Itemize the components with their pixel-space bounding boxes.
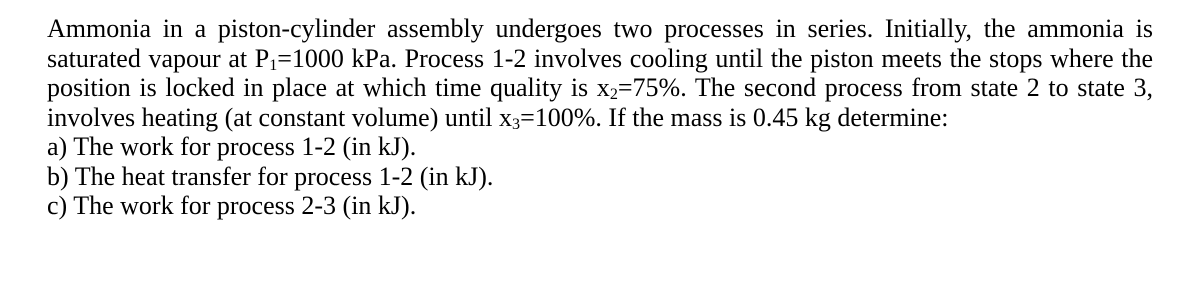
problem-document xyxy=(47,14,1153,221)
problem-statement xyxy=(47,14,1153,132)
question-a: a) The work for process 1-2 (in kJ). xyxy=(47,132,417,161)
question-b: b) The heat transfer for process 1-2 (in kJ). xyxy=(47,161,494,191)
p1-subscript: 1 xyxy=(269,56,278,74)
x3-subscript: 3 xyxy=(512,115,521,133)
question-c: c) The work for process 2-3 (in kJ). xyxy=(47,191,417,220)
intro-text-1: Ammonia in a piston-cylinder assembly undergoes two processes in series. Initially, the ammonia is saturated vapour at P xyxy=(47,14,1153,73)
intro-text-2: =1000 kPa. Process 1-2 involves cooling until the piston meets the stops where the position is locked in place at which time quality is x xyxy=(47,43,1154,102)
question-list xyxy=(47,132,1153,221)
intro-text-4: =100%. If the mass is 0.45 kg determine: xyxy=(520,102,949,132)
x2-subscript: 2 xyxy=(609,85,618,103)
intro-text-3: =75%. The second process from state 2 to state 3, involves heating (at constant volume) until x xyxy=(47,73,1153,132)
